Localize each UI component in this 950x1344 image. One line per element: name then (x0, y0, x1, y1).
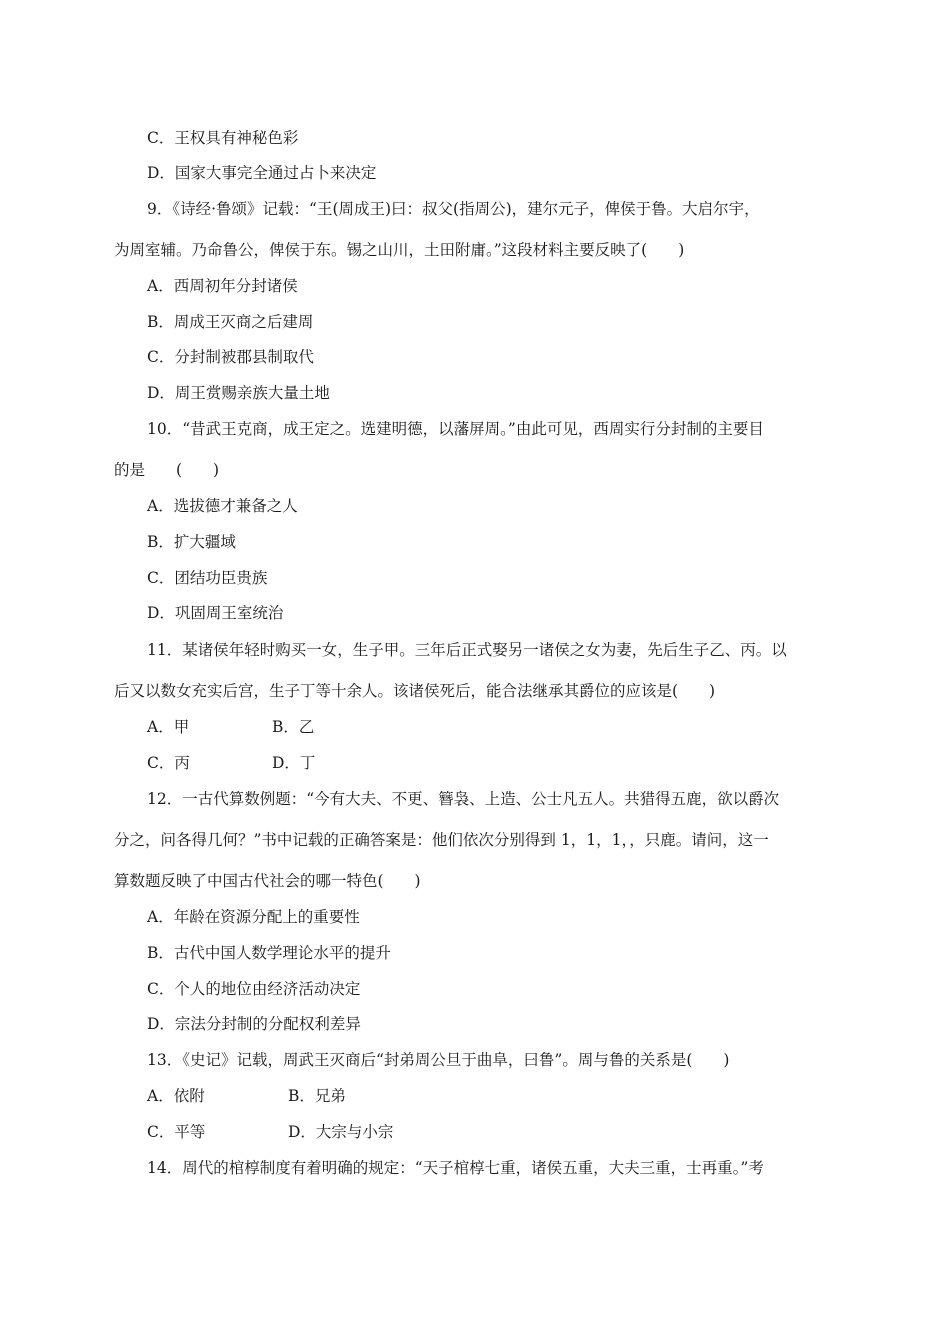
question-12-stem-cont-2: 算数题反映了中国古代社会的哪一特色( ) (114, 872, 421, 890)
option-d-q13: D．大宗与小宗 (288, 1123, 394, 1141)
option-c-q11: C．丙 (147, 754, 190, 772)
option-d-q9: D．周王赏赐亲族大量土地 (147, 384, 330, 402)
question-9-stem: 9．《诗经·鲁颂》记载：“王(周成王)曰：叔父(指周公)，建尔元子，俾侯于鲁。大启尔宇， (147, 200, 760, 218)
question-9-stem-cont: 为周室辅。乃命鲁公，俾侯于东。锡之山川，土田附庸。”这段材料主要反映了( ) (114, 241, 685, 259)
option-d-q11: D．丁 (272, 754, 316, 772)
option-b-q12: B．古代中国人数学理论水平的提升 (147, 944, 391, 962)
options-ab-q13 (147, 1086, 346, 1106)
option-c-q13: C．平等 (147, 1123, 206, 1141)
option-c-q10: C．团结功臣贵族 (147, 569, 268, 587)
option-a-q10: A．选拔德才兼备之人 (147, 497, 298, 515)
question-11-stem-cont: 后又以数女充实后宫，生子丁等十余人。该诸侯死后，能合法继承其爵位的应该是( ) (114, 682, 716, 700)
option-b-q10: B．扩大疆域 (147, 533, 236, 551)
option-b-q13: B．兄弟 (288, 1087, 346, 1105)
option-d-q12: D．宗法分封制的分配权利差异 (147, 1015, 361, 1033)
options-cd-q13 (147, 1122, 393, 1142)
option-a-q12: A．年龄在资源分配上的重要性 (147, 908, 360, 926)
option-a-q13: A．依附 (147, 1087, 205, 1105)
option-b-q11: B．乙 (272, 718, 315, 736)
question-13-stem: 13．《史记》记载，周武王灭商后“封弟周公旦于曲阜，曰鲁”。周与鲁的关系是( ) (147, 1051, 730, 1069)
option-d-q8: D．国家大事完全通过占卜来决定 (147, 164, 377, 182)
option-c-q8: C．王权具有神秘色彩 (147, 129, 299, 147)
options-cd-q11 (147, 753, 315, 773)
question-12-stem-cont-1: 分之，问各得几何？”书中记载的正确答案是：他们依次分别得到 1，1，1，，只鹿。请问，这一 (114, 831, 769, 849)
question-14-stem: 14．周代的棺椁制度有着明确的规定：“天子棺椁七重，诸侯五重，大夫三重，士再重。”考 (147, 1159, 764, 1177)
option-c-q12: C．个人的地位由经济活动决定 (147, 980, 361, 998)
option-d-q10: D．巩固周王室统治 (147, 604, 284, 622)
option-b-q9: B．周成王灭商之后建周 (147, 313, 314, 331)
question-11-stem: 11．某诸侯年轻时购买一女，生子甲。三年后正式娶另一诸侯之女为妻，先后生子乙、丙。以 (147, 641, 787, 659)
options-ab-q11 (147, 717, 314, 737)
question-10-stem-cont: 的是 ( ) (114, 461, 220, 479)
option-c-q9: C．分封制被郡县制取代 (147, 348, 314, 366)
option-a-q9: A．西周初年分封诸侯 (147, 277, 298, 295)
option-a-q11: A．甲 (147, 718, 190, 736)
question-12-stem: 12．一古代算数例题：“今有大夫、不更、簪袅、上造、公士凡五人。共猎得五鹿，欲以爵次 (147, 790, 780, 808)
question-10-stem: 10．“昔武王克商，成王定之。选建明德，以藩屏周。”由此可见，西周实行分封制的主要目 (147, 420, 764, 438)
